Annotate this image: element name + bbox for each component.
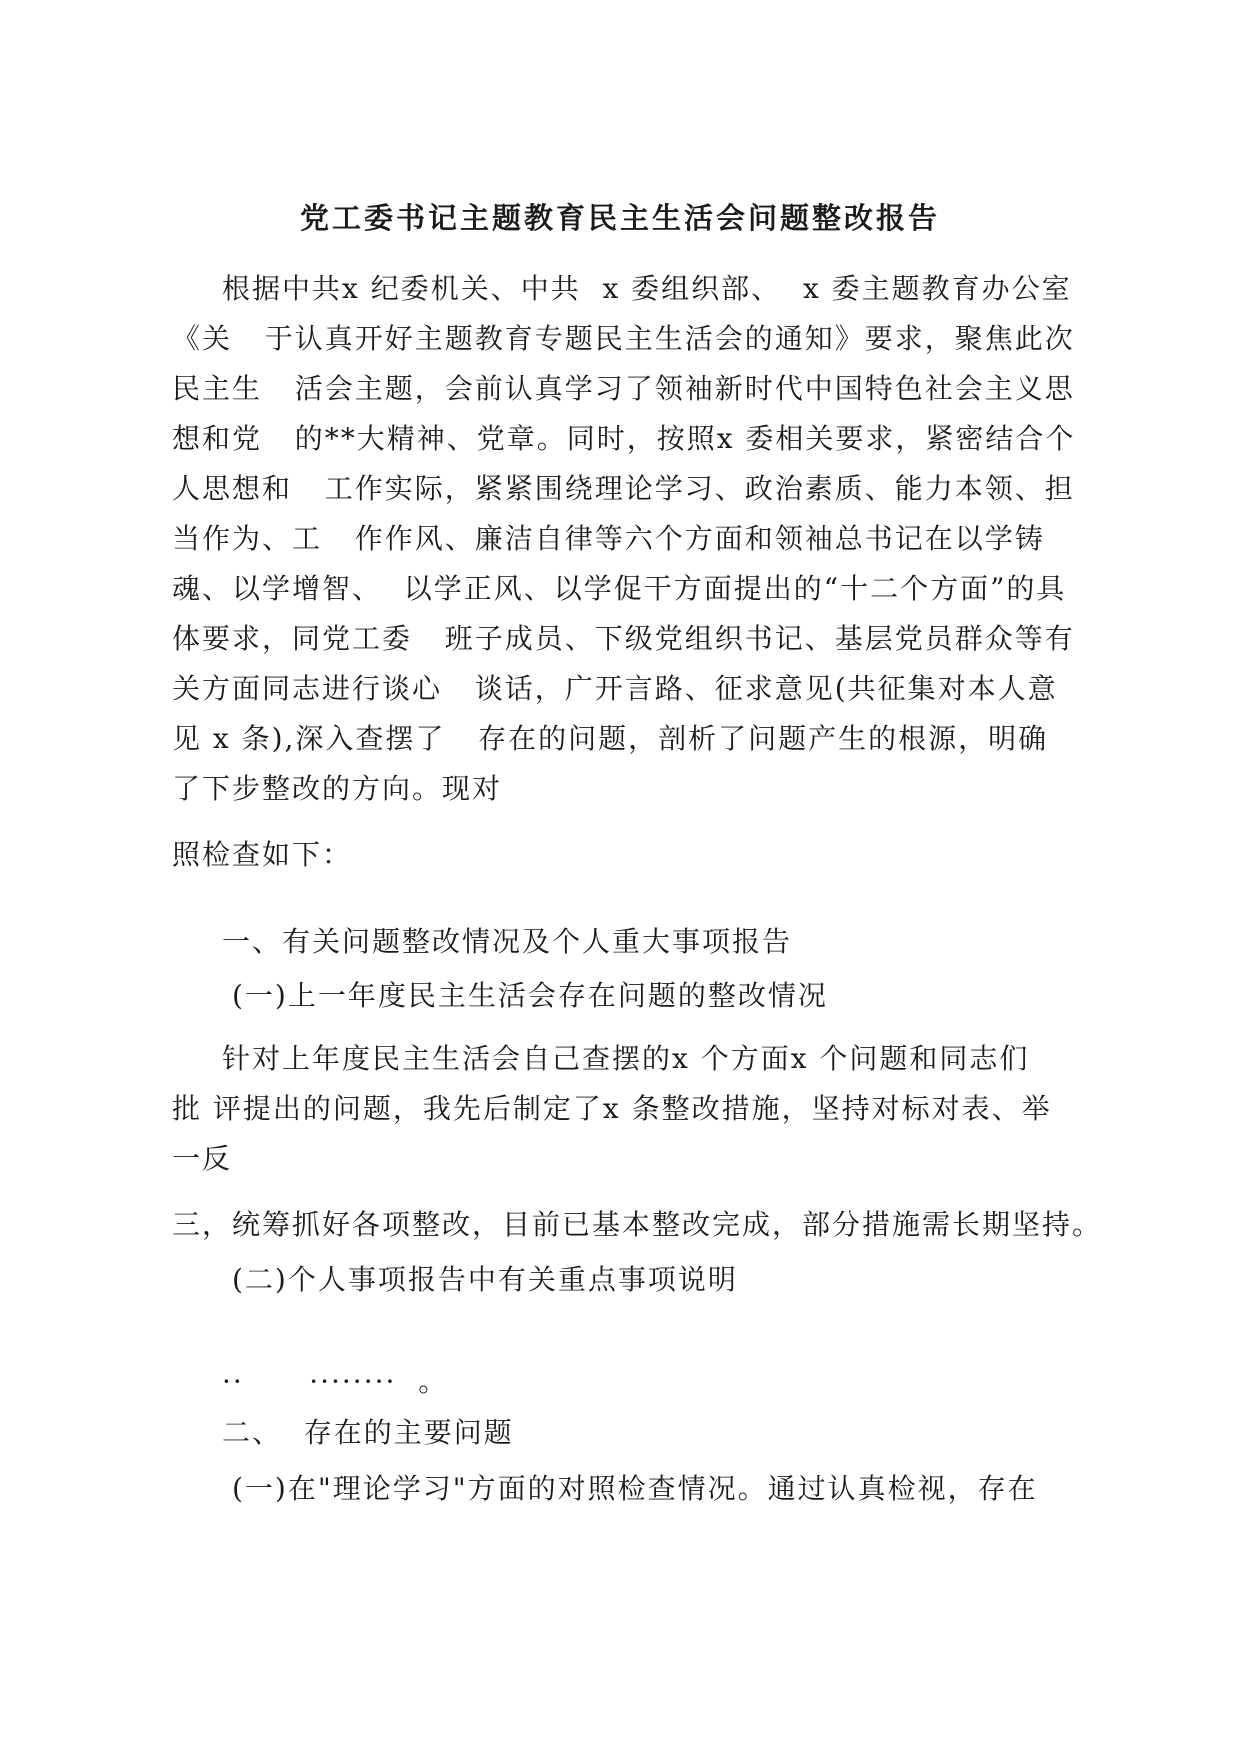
paragraph-line: 《关 于认真开好主题教育专题民主生活会的通知》要求，聚焦此次	[172, 322, 1075, 355]
paragraph-line: 照检查如下：	[172, 838, 353, 871]
paragraph-line: 三，统筹抓好各项整改，目前已基本整改完成，部分措施需长期坚持。	[172, 1208, 1103, 1241]
paragraph-line: 见 x 条),深入查摆了 存在的问题，剖析了问题产生的根源，明确	[172, 722, 1049, 755]
section-heading: 一、有关问题整改情况及个人重大事项报告	[222, 925, 793, 958]
subsection-heading: (一)在"理论学习"方面的对照检查情况。通过认真检视，存在	[232, 1472, 1038, 1505]
paragraph-line: 人思想和 工作实际，紧紧围绕理论学习、政治素质、能力本领、担	[172, 472, 1075, 505]
subsection-heading: (二)个人事项报告中有关重点事项说明	[232, 1263, 738, 1296]
ellipsis-line: ·· ········ 。	[222, 1365, 449, 1398]
paragraph-line: 想和党 的**大精神、党章。同时，按照x 委相关要求，紧密结合个	[172, 422, 1076, 455]
paragraph-line: 一反	[172, 1142, 233, 1175]
document-title: 党工委书记主题教育民主生活会问题整改报告	[299, 201, 940, 235]
paragraph-line: 魂、以学增智、 以学正风、以学促干方面提出的“十二个方面”的具	[172, 572, 1067, 605]
section-heading: 二、 存在的主要问题	[222, 1416, 514, 1449]
paragraph-line: 根据中共x 纪委机关、中共 x 委组织部、 x 委主题教育办公室	[222, 272, 1072, 305]
paragraph-line: 当作为、工 作作风、廉洁自律等六个方面和领袖总书记在以学铸	[172, 522, 1045, 555]
paragraph-line: 体要求，同党工委 班子成员、下级党组织书记、基层党员群众等有	[172, 622, 1075, 655]
paragraph-line: 关方面同志进行谈心 谈话，广开言路、征求意见(共征集对本人意	[172, 672, 1058, 705]
paragraph-line: 了下步整改的方向。现对	[172, 772, 503, 805]
paragraph-line: 批 评提出的问题，我先后制定了x 条整改措施，坚持对标对表、举	[172, 1092, 1052, 1125]
paragraph-line: 民主生 活会主题，会前认真学习了领袖新时代中国特色社会主义思	[172, 372, 1075, 405]
paragraph-line: 针对上年度民主生活会自己查摆的x 个方面x 个问题和同志们	[222, 1042, 1030, 1075]
subsection-heading: (一)上一年度民主生活会存在问题的整改情况	[232, 979, 828, 1012]
